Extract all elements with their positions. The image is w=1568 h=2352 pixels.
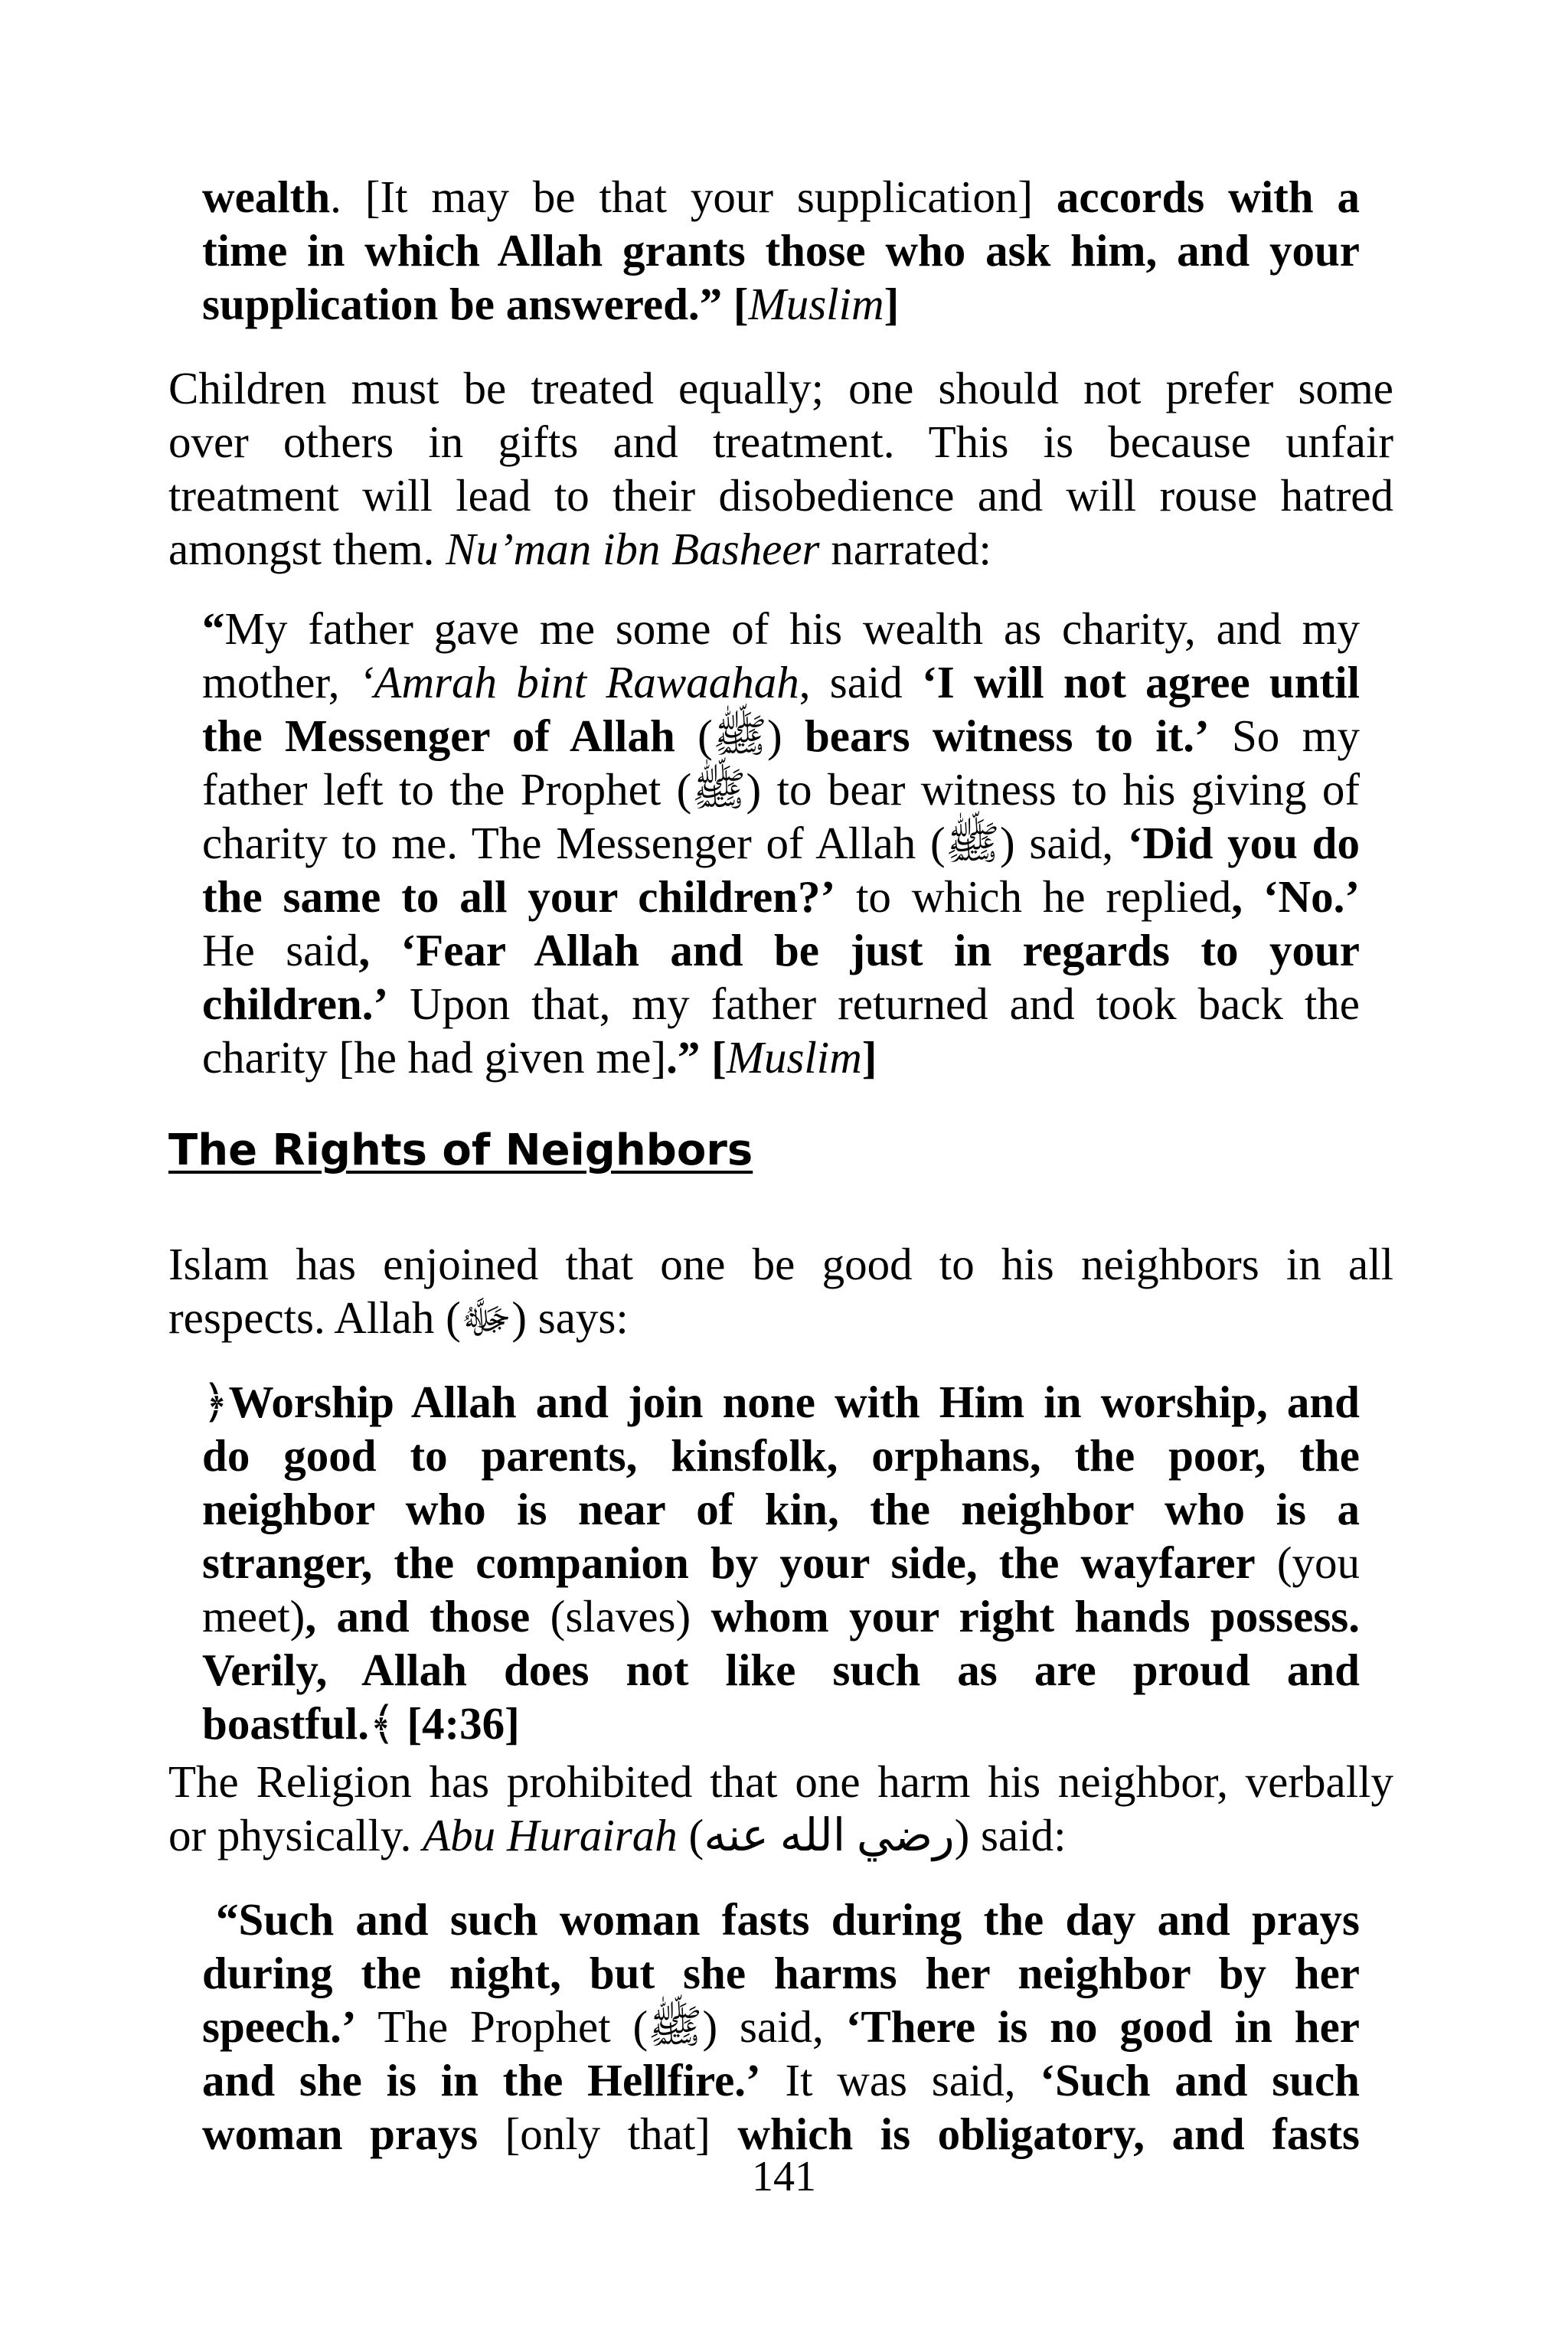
bold-text: stranger, the companion by your side, the wayfarer bbox=[202, 1537, 1256, 1588]
body-paragraph-neighbors-intro bbox=[168, 1237, 1393, 1344]
text-line bbox=[202, 224, 1360, 277]
text-run: narrated: bbox=[819, 524, 991, 574]
text-line bbox=[168, 1808, 1393, 1862]
text-line: The Religion has prohibited that one harm his neighbor, verbally bbox=[168, 1756, 1393, 1807]
bold-text: boastful. bbox=[202, 1698, 370, 1749]
bold-text: children.’ bbox=[202, 978, 389, 1029]
text-line bbox=[202, 2053, 1360, 2107]
italic-name: Nu’man ibn Basheer bbox=[446, 524, 820, 574]
bold-text: and she is in the Hellfire.’ bbox=[202, 2055, 761, 2105]
text-run: charity to me. The Messenger of Allah (ﷺ) said, bbox=[202, 818, 1128, 868]
text-run: [only that] bbox=[478, 2109, 738, 2159]
italic-name: ‘Amrah bint Rawaahah bbox=[358, 657, 799, 707]
text-line bbox=[202, 655, 1360, 709]
bold-text: ‘Such and such bbox=[1040, 2055, 1360, 2105]
text-run: or physically. bbox=[168, 1810, 423, 1860]
text-line bbox=[202, 1429, 1360, 1482]
text-line: respects. Allah (ﷻ) says: bbox=[168, 1292, 629, 1343]
text-line: over others in gifts and treatment. This is because unfair bbox=[168, 416, 1393, 467]
text-run: charity [he had given me] bbox=[202, 1032, 667, 1083]
text-line bbox=[202, 977, 1360, 1031]
bold-text: wealth bbox=[202, 172, 331, 222]
bold-text: which is obligatory, and fasts bbox=[737, 2109, 1360, 2159]
bold-text: whom your right hands possess. bbox=[710, 1591, 1360, 1642]
text-line bbox=[202, 277, 1360, 331]
text-line bbox=[168, 522, 1393, 576]
verse-close-bracket: ﴾ bbox=[369, 1698, 396, 1749]
text-line: Children must be treated equally; one should not prefer some bbox=[168, 363, 1393, 413]
bold-text: accords with a bbox=[1056, 172, 1361, 222]
bold-text: [ bbox=[722, 279, 749, 329]
bold-text: [ bbox=[700, 1032, 727, 1083]
text-line bbox=[202, 1893, 1360, 1946]
bold-text: “ bbox=[202, 603, 225, 654]
text-line bbox=[202, 870, 1360, 923]
italic-name: Abu Hurairah bbox=[423, 1810, 678, 1860]
text-run: to which he replied bbox=[835, 871, 1232, 922]
bold-text: speech.’ bbox=[202, 2001, 357, 2052]
text-line bbox=[202, 709, 1360, 763]
text-run: It was said, bbox=[760, 2055, 1040, 2105]
bold-text: ] bbox=[861, 1032, 877, 1083]
bold-text: , and those bbox=[305, 1591, 531, 1642]
bold-text: Verily, Allah does not like such as are proud and bbox=[202, 1645, 1360, 1695]
text-line bbox=[202, 1946, 1360, 2000]
bold-text: the same to all your children?’ bbox=[202, 871, 836, 922]
bold-text: do good to parents, kinsfolk, orphans, the poor, the bbox=[202, 1430, 1360, 1481]
text-run: mother, bbox=[202, 657, 359, 707]
text-run: (slaves) bbox=[530, 1591, 711, 1642]
text-run: So my bbox=[1209, 710, 1360, 761]
section-heading: The Rights of Neighbors bbox=[168, 1125, 753, 1175]
body-paragraph-children bbox=[168, 361, 1393, 576]
citation-source: Muslim bbox=[726, 1032, 862, 1083]
text-run: Upon that, my father returned and took back the bbox=[388, 978, 1360, 1029]
text-run: . [It may be that your supplication] bbox=[330, 172, 1057, 222]
text-run: amongst them. bbox=[168, 524, 446, 574]
bold-text: , ‘No.’ bbox=[1231, 871, 1360, 922]
quote-paragraph-verse bbox=[202, 1375, 1360, 1750]
bold-text: ‘I will not agree until bbox=[922, 657, 1360, 707]
bold-text: supplication be answered.” bbox=[202, 279, 723, 329]
text-line bbox=[202, 923, 1360, 977]
text-line bbox=[202, 602, 1360, 655]
bold-text: the Messenger of Allah bbox=[202, 710, 675, 761]
text-line bbox=[202, 1697, 1360, 1750]
bold-text: ] bbox=[884, 279, 900, 329]
text-run: (رضي الله عنه) said: bbox=[677, 1810, 1067, 1860]
bold-text: Worship Allah and join none with Him in worship, and bbox=[228, 1377, 1360, 1427]
page-number: 141 bbox=[752, 2153, 816, 2200]
text-line: Islam has enjoined that one be good to his neighbors in all bbox=[168, 1239, 1393, 1289]
bold-text: during the night, but she harms her neighbor by her bbox=[202, 1948, 1360, 1998]
honorific-text: (ﷺ) bbox=[675, 710, 805, 761]
bold-text: “Such and such woman fasts during the day and prays bbox=[216, 1894, 1360, 1945]
quote-paragraph-hadith-abu-hurairah bbox=[202, 1893, 1360, 2161]
text-line: father left to the Prophet (ﷺ) to bear witness to his giving of bbox=[202, 764, 1360, 815]
text-run: My father gave me some of his wealth as charity, and my bbox=[224, 603, 1360, 654]
text-run: , said bbox=[799, 657, 923, 707]
bold-text: , ‘Fear Allah and be just in regards to your bbox=[358, 925, 1360, 975]
text-line bbox=[202, 816, 1360, 870]
bold-text: bears witness to it.’ bbox=[804, 710, 1210, 761]
text-line bbox=[202, 1375, 1360, 1429]
text-line bbox=[202, 170, 1360, 224]
text-run: The Prophet (ﷺ) said, bbox=[356, 2001, 846, 2052]
bold-text: .” bbox=[666, 1032, 701, 1083]
body-paragraph-prohibition bbox=[168, 1755, 1393, 1862]
text-run: He said bbox=[202, 925, 359, 975]
quote-paragraph-1 bbox=[202, 170, 1360, 331]
verse-open-bracket: ﴿ bbox=[202, 1377, 229, 1427]
bold-text: neighbor who is near of kin, the neighbor who is a bbox=[202, 1484, 1360, 1534]
text-line bbox=[202, 1643, 1360, 1697]
bold-text: time in which Allah grants those who ask him, and your bbox=[202, 225, 1360, 276]
text-run: (you bbox=[1255, 1537, 1360, 1588]
text-line: treatment will lead to their disobedience and will rouse hatred bbox=[168, 470, 1393, 521]
citation-source: Muslim bbox=[748, 279, 884, 329]
text-run: meet) bbox=[202, 1591, 305, 1642]
text-line bbox=[202, 1031, 1360, 1084]
text-line bbox=[202, 2000, 1360, 2053]
text-line bbox=[202, 1482, 1360, 1536]
bold-text: woman prays bbox=[202, 2109, 479, 2159]
verse-reference: [4:36] bbox=[395, 1698, 520, 1749]
text-line bbox=[202, 1589, 1360, 1643]
bold-text: ‘Did you do bbox=[1127, 818, 1360, 868]
text-line bbox=[202, 1536, 1360, 1589]
quote-paragraph-hadith-numan bbox=[202, 602, 1360, 1084]
bold-text: ‘There is no good in her bbox=[845, 2001, 1360, 2052]
